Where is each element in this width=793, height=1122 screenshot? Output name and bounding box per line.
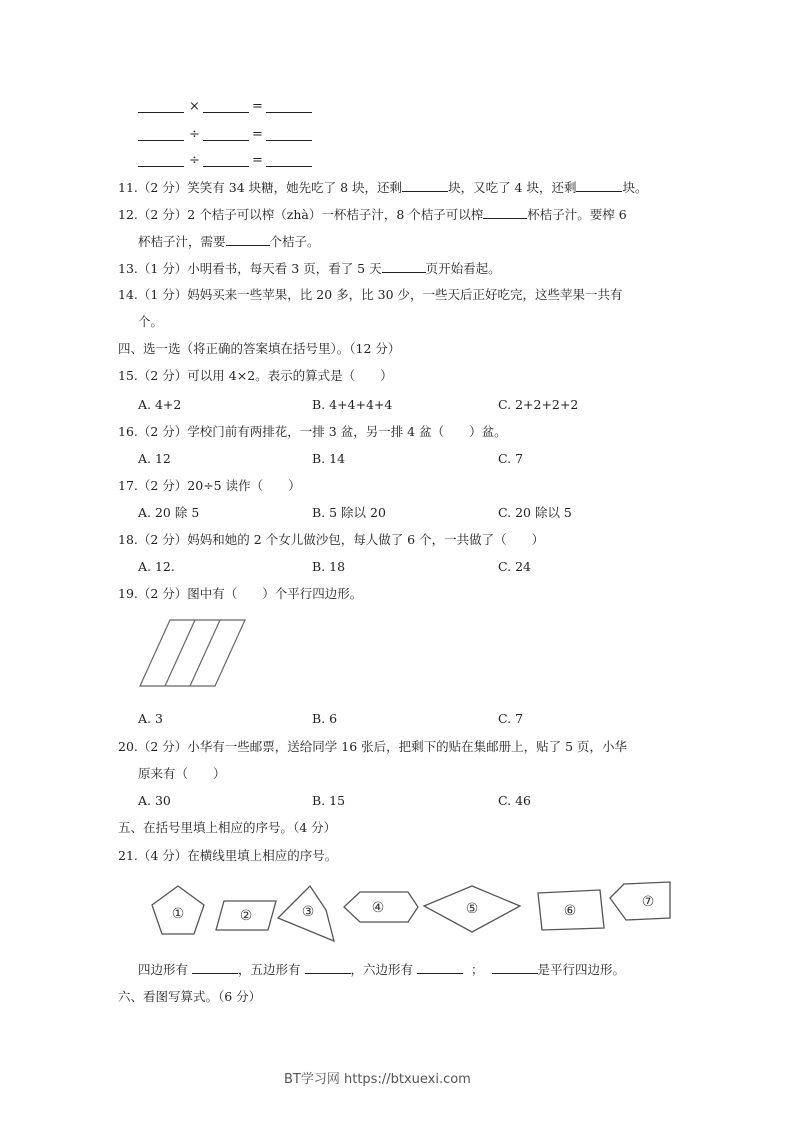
option-b[interactable]: B. 4+4+4+4	[312, 397, 393, 412]
question-16-stem: 16.（2 分）学校门前有两排花，一排 3 盆，另一排 4 盆（ ）盆。	[118, 424, 507, 439]
q12-text-d: 个桔子。	[269, 234, 320, 249]
option-b[interactable]: B. 5 除以 20	[312, 505, 386, 520]
divide-sign: ÷	[189, 127, 200, 142]
shape-label-1: ①	[171, 906, 185, 922]
q11-text-b: 块，又吃了 4 块，还剩	[448, 180, 577, 195]
question-19-stem: 19.（2 分）图中有（ ）个平行四边形。	[118, 586, 363, 601]
option-c[interactable]: C. 46	[498, 793, 531, 808]
answer-blank[interactable]	[266, 112, 312, 113]
shape-label-4: ④	[371, 900, 385, 916]
option-b[interactable]: B. 15	[312, 793, 346, 808]
answer-blank[interactable]	[266, 140, 312, 141]
option-c[interactable]: C. 2+2+2+2	[498, 397, 579, 412]
question-15-stem: 15.（2 分）可以用 4×2。表示的算式是（ ）	[118, 368, 393, 383]
answer-blank[interactable]	[203, 112, 249, 113]
question-14-line-1: 14.（1 分）妈妈买来一些苹果，比 20 多，比 30 少，一些天后正好吃完，这些苹果一共有	[118, 287, 623, 302]
question-18-stem: 18.（2 分）妈妈和她的 2 个女儿做沙包，每人做了 6 个，一共做了（ ）	[118, 532, 545, 547]
times-sign: ×	[189, 99, 200, 114]
answer-blank[interactable]	[492, 961, 538, 974]
equals-sign: =	[252, 127, 263, 142]
question-21-fill	[138, 961, 625, 978]
option-c[interactable]: C. 24	[498, 559, 531, 574]
shape-label-2: ②	[239, 908, 253, 924]
question-17-stem: 17.（2 分）20÷5 读作（ ）	[118, 478, 301, 493]
question-12-line-1	[118, 206, 627, 223]
answer-blank[interactable]	[305, 961, 351, 974]
option-a[interactable]: A. 3	[138, 711, 163, 726]
fill-text-hexagon: ，六边形有	[350, 962, 414, 977]
option-c[interactable]: C. 20 除以 5	[498, 505, 572, 520]
question-21-stem: 21.（4 分）在横线里填上相应的序号。	[118, 848, 338, 863]
answer-blank[interactable]	[417, 961, 463, 974]
shape-label-6: ⑥	[563, 903, 577, 919]
section-5-heading: 五、在括号里填上相应的序号。（4 分）	[118, 820, 337, 835]
answer-blank[interactable]	[138, 140, 184, 141]
answer-blank[interactable]	[402, 179, 448, 192]
option-b[interactable]: B. 18	[312, 559, 346, 574]
question-20-line-1: 20.（2 分）小华有一些邮票，送给同学 16 张后，把剩下的贴在集邮册上，贴了 5 页，小华	[118, 739, 628, 754]
q11-text-a: 11.（2 分）笑笑有 34 块糖，她先吃了 8 块，还剩	[118, 180, 403, 195]
answer-blank[interactable]	[138, 166, 184, 167]
answer-blank[interactable]	[226, 233, 270, 246]
answer-blank[interactable]	[483, 206, 527, 219]
q12-text-a: 12.（2 分）2 个桔子可以榨（zhà）一杯桔子汁，8 个桔子可以榨	[118, 207, 484, 222]
answer-blank[interactable]	[192, 961, 238, 974]
fill-text-pentagon: ，五边形有	[238, 962, 301, 977]
parallelograms-figure	[140, 618, 248, 688]
q13-text-a: 13.（1 分）小明看书，每天看 3 页，看了 5 天	[118, 261, 382, 276]
option-b[interactable]: B. 14	[312, 451, 346, 466]
q12-text-b: 杯桔子汁。要榨 6	[527, 207, 627, 222]
answer-blank[interactable]	[266, 166, 312, 167]
question-14-line-2: 个。	[138, 314, 164, 329]
footer-watermark: BT学习网 https://btxuexi.com	[284, 1072, 471, 1087]
equals-sign: =	[252, 99, 263, 114]
option-a[interactable]: A. 12	[138, 451, 171, 466]
option-c[interactable]: C. 7	[498, 711, 524, 726]
figure-divider-line	[190, 620, 220, 686]
figure-outline	[140, 620, 245, 686]
option-c[interactable]: C. 7	[498, 451, 524, 466]
option-a[interactable]: A. 30	[138, 793, 171, 808]
shape-label-3: ③	[301, 904, 315, 920]
pentagon-shape	[610, 882, 670, 920]
option-a[interactable]: A. 4+2	[138, 397, 182, 412]
shape-label-5: ⑤	[465, 901, 479, 917]
fill-text-separator: ；	[471, 962, 484, 977]
shape-label-7: ⑦	[641, 894, 655, 910]
divide-sign: ÷	[189, 153, 200, 168]
question-12-line-2	[138, 233, 320, 250]
q12-text-c: 杯桔子汁，需要	[138, 234, 226, 249]
answer-blank[interactable]	[138, 112, 184, 113]
answer-blank[interactable]	[382, 260, 426, 273]
answer-blank[interactable]	[203, 166, 249, 167]
answer-blank[interactable]	[576, 179, 622, 192]
question-11	[118, 179, 647, 196]
section-4-heading: 四、选一选（将正确的答案填在括号里）。（12 分）	[118, 341, 401, 356]
q13-text-b: 页开始看起。	[425, 261, 501, 276]
section-6-heading: 六、看图写算式。（6 分）	[118, 989, 262, 1004]
equals-sign: =	[252, 153, 263, 168]
option-b[interactable]: B. 6	[312, 711, 338, 726]
question-20-line-2: 原来有（ ）	[138, 766, 226, 781]
answer-blank[interactable]	[203, 140, 249, 141]
option-a[interactable]: A. 20 除 5	[138, 505, 200, 520]
fill-text-quadrilateral: 四边形有	[138, 962, 189, 977]
shapes-figure	[140, 878, 680, 940]
fill-text-parallelogram: 是平行四边形。	[537, 962, 626, 977]
option-a[interactable]: A. 12.	[138, 559, 175, 574]
q11-text-c: 块。	[622, 180, 648, 195]
figure-divider-line	[165, 620, 195, 686]
question-13	[118, 260, 501, 277]
